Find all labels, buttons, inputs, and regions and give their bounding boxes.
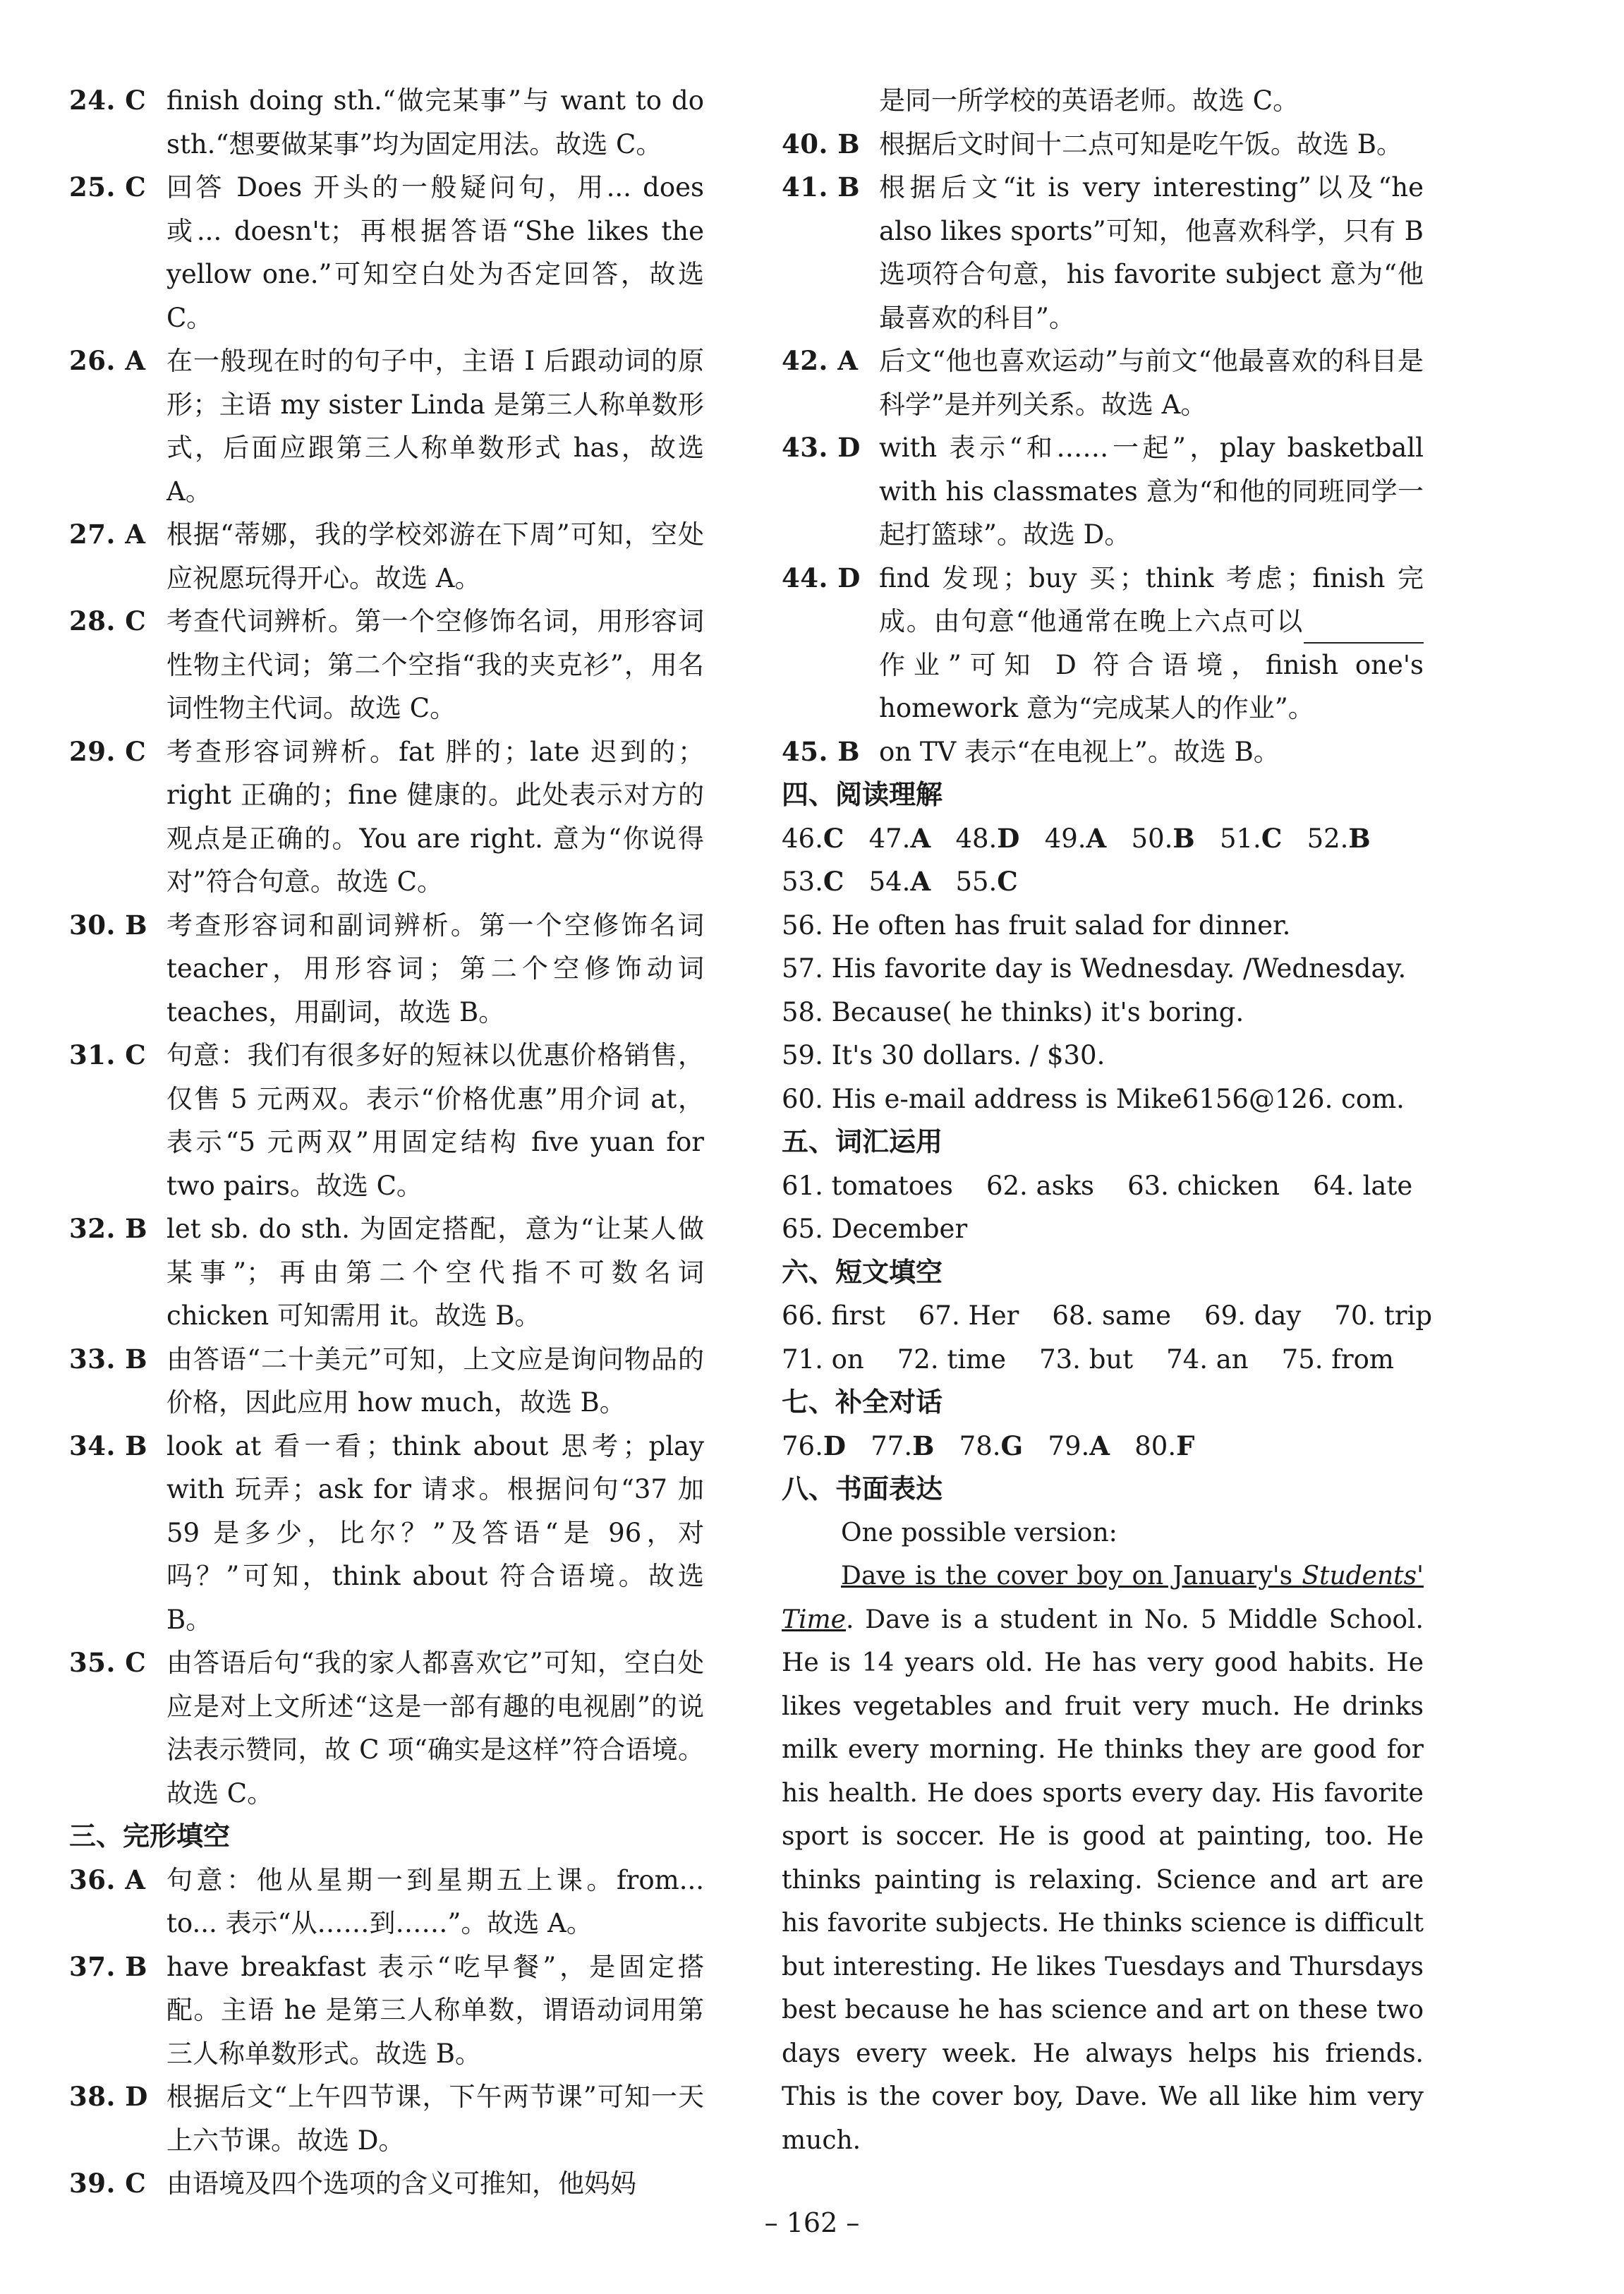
answer-explanation: 回答 Does 开头的一般疑问句，用... does 或... doesn't；再根据答语“She likes the yellow one.”可知空白处为否定回答，故选 C。 xyxy=(166,172,704,333)
answer-explanation: 在一般现在时的句子中，主语 I 后跟动词的原形；主语 my sister Linda 是第三人称单数形式，后面应跟第三人称单数形式 has，故选 A。 xyxy=(166,346,704,507)
choice-answer xyxy=(782,1431,846,1461)
answer-item xyxy=(782,557,1424,730)
answer-item xyxy=(69,1207,704,1338)
answer-letter: A xyxy=(1086,822,1107,854)
answer-letter: F xyxy=(1176,1430,1195,1461)
essay-body: . Dave is a student in No. 5 Middle School. He is 14 years old. He has very good habits. He likes vegetables and fruit very much. He drinks milk every morning. He thinks they are good for his health. He does sports every day. His favorite sport is soccer. He is good at painting, too. He thinks painting is relaxing. Science and art are his favorite subjects. He thinks science is difficult but interesting. He likes Tuesdays and Thursdays best because he has science and art on these two days every week. He always helps his friends. This is the cover boy, Dave. We all like him very much. xyxy=(782,1605,1424,2155)
reading-answers-row xyxy=(782,817,1424,861)
answer-number: 27. A xyxy=(69,519,146,550)
answer-letter: B xyxy=(1348,822,1371,854)
answer-item xyxy=(69,513,704,600)
answer-number: 44. D xyxy=(782,562,861,593)
choice-answer xyxy=(871,1431,934,1461)
essay-text xyxy=(782,1555,1424,2162)
explanation-part-b: 作业”可知 D 符合语境，finish one's homework 意为“完成某人的作业”。 xyxy=(879,649,1424,723)
answer-explanation: 句意：他从星期一到星期五上课。from... to... 表示“从……到……”。故选 A。 xyxy=(166,1864,704,1938)
answer-number: 24. C xyxy=(69,85,147,116)
answer-item xyxy=(782,166,1424,339)
answer-explanation: 句意：我们有很多好的短袜以优惠价格销售，仅售 5 元两双。表示“价格优惠”用介词 at，表示“5 元两双”用固定结构 five yuan for two pairs。故选 C。 xyxy=(166,1040,704,1201)
choice-answer xyxy=(869,823,931,854)
question-number: 51. xyxy=(1219,823,1261,854)
answer-number: 35. C xyxy=(69,1647,147,1678)
question-number: 77. xyxy=(871,1430,913,1461)
answer-explanation: on TV 表示“在电视上”。故选 B。 xyxy=(879,736,1280,767)
reading-sentence-answers xyxy=(782,904,1424,1121)
left-column xyxy=(69,79,704,2206)
answer-letter: B xyxy=(1172,822,1195,854)
sentence-answer: 59. It's 30 dollars. / $30. xyxy=(782,1040,1105,1070)
answer-number: 26. A xyxy=(69,345,146,376)
answer-number: 39. C xyxy=(69,2168,147,2199)
choice-answer xyxy=(955,823,1019,854)
answer-number: 43. D xyxy=(782,432,861,463)
passage-fill-answers-row: 71. on 72. time 73. but 74. an 75. from xyxy=(782,1344,1395,1375)
answer-number: 38. D xyxy=(69,2081,148,2112)
answer-explanation xyxy=(879,557,1424,730)
answer-letter: C xyxy=(1261,822,1283,854)
answer-explanation: 根据后文“上午四节课，下午两节课”可知一天上六节课。故选 D。 xyxy=(166,2082,704,2156)
right-column xyxy=(782,79,1433,2162)
answer-letter: C xyxy=(823,822,844,854)
continued-explanation: 是同一所学校的英语老师。故选 C。 xyxy=(879,85,1299,116)
answer-item xyxy=(69,1425,704,1642)
answer-number: 34. B xyxy=(69,1430,148,1461)
question-number: 52. xyxy=(1307,823,1349,854)
answer-number: 36. A xyxy=(69,1864,146,1895)
answer-item xyxy=(69,339,704,513)
section-heading-cloze: 三、完形填空 xyxy=(69,1821,231,1852)
question-number: 78. xyxy=(959,1430,1001,1461)
answer-explanation: 根据后文“it is very interesting”以及“he also likes sports”可知，他喜欢科学，只有 B 选项符合句意，his favorite subject 意为“他最喜欢的科目”。 xyxy=(879,172,1424,333)
choice-answer xyxy=(1134,1431,1194,1461)
answer-item xyxy=(69,1338,704,1425)
answer-explanation: have breakfast 表示“吃早餐”，是固定搭配。主语 he 是第三人称单数，谓语动词用第三人称单数形式。故选 B。 xyxy=(166,1951,704,2069)
answer-explanation: 由答语后句“我的家人都喜欢它”可知，空白处应是对上文所述“这是一部有趣的电视剧”的说法表示赞同，故 C 项“确实是这样”符合语境。故选 C。 xyxy=(166,1648,704,1809)
question-number: 47. xyxy=(868,823,911,854)
choice-answer xyxy=(1045,823,1107,854)
answer-explanation: finish doing sth.“做完某事”与 want to do sth.“想要做某事”均为固定用法。故选 C。 xyxy=(166,85,704,159)
essay-title-text: Dave is the cover boy on January's xyxy=(841,1562,1302,1590)
fill-in-blank xyxy=(1304,614,1424,644)
explanation-part-a: find 发现；buy 买；think 考虑；finish 完成。由句意“他通常在晚上六点可以 xyxy=(879,562,1424,636)
section-heading-writing: 八、书面表达 xyxy=(782,1473,943,1504)
choice-answer xyxy=(959,1431,1023,1461)
answer-item xyxy=(782,123,1424,167)
answer-item xyxy=(782,730,1424,774)
answer-list-left xyxy=(69,79,704,1815)
answer-item xyxy=(69,1641,704,1815)
reading-answers-row xyxy=(782,860,1424,904)
answer-letter: A xyxy=(910,866,931,897)
question-number: 76. xyxy=(782,1430,823,1461)
answer-item xyxy=(782,426,1424,557)
answer-number: 37. B xyxy=(69,1950,148,1982)
section-heading-passage-fill: 六、短文填空 xyxy=(782,1256,943,1288)
answer-list-cloze xyxy=(69,1859,704,2206)
answer-number: 45. B xyxy=(782,735,861,767)
answer-number: 32. B xyxy=(69,1213,148,1244)
essay-intro: One possible version: xyxy=(841,1518,1117,1547)
answer-letter: D xyxy=(823,1430,846,1461)
question-number: 55. xyxy=(955,867,998,897)
question-number: 79. xyxy=(1048,1430,1090,1461)
answer-letter: B xyxy=(912,1430,935,1461)
question-number: 53. xyxy=(782,867,823,897)
answer-explanation: 考查形容词和副词辨析。第一个空修饰名词 teacher，用形容词；第二个空修饰动词 teaches，用副词，故选 B。 xyxy=(166,910,704,1027)
answer-item xyxy=(69,2162,704,2206)
question-number: 50. xyxy=(1131,823,1173,854)
question-number: 54. xyxy=(868,867,911,897)
question-number: 80. xyxy=(1134,1430,1177,1461)
section-heading-reading: 四、阅读理解 xyxy=(782,779,943,810)
answer-item xyxy=(69,2075,704,2162)
dialogue-answers-row xyxy=(782,1425,1424,1468)
answer-item xyxy=(69,1034,704,1207)
choice-answer xyxy=(955,867,1017,897)
answer-number: 33. B xyxy=(69,1343,148,1375)
answer-number: 28. C xyxy=(69,605,147,636)
answer-letter: A xyxy=(910,822,931,854)
answer-explanation: 由答语“二十美元”可知，上文应是询问物品的价格，因此应用 how much，故选 B。 xyxy=(166,1344,704,1418)
section-heading-vocabulary: 五、词汇运用 xyxy=(782,1126,943,1157)
page-number: – 162 – xyxy=(764,2207,860,2238)
choice-answer xyxy=(1132,823,1195,854)
answer-explanation: 考查代词辨析。第一个空修饰名词，用形容词性物主代词；第二个空指“我的夹克衫”，用名词性物主代词。故选 C。 xyxy=(166,606,704,723)
answer-letter: A xyxy=(1089,1430,1110,1461)
choice-answer xyxy=(1220,823,1282,854)
sentence-answer: 57. His favorite day is Wednesday. /Wednesday. xyxy=(782,953,1407,984)
answer-number: 40. B xyxy=(782,128,861,159)
answer-item xyxy=(69,166,704,339)
question-number: 46. xyxy=(782,823,823,854)
answer-item xyxy=(69,1945,704,2076)
answer-number: 41. B xyxy=(782,171,861,203)
answer-explanation: look at 看一看；think about 思考；play with 玩弄；ask for 请求。根据问句“37 加 59 是多少，比尔？”及答语“是 96，对吗？”可知，think about 符合语境。故选 B。 xyxy=(166,1430,704,1635)
question-number: 48. xyxy=(955,823,998,854)
sentence-answer: 56. He often has fruit salad for dinner. xyxy=(782,910,1291,941)
answer-number: 30. B xyxy=(69,909,148,941)
essay-title-italic: Students' Time xyxy=(782,1562,1424,1634)
answer-explanation: 根据“蒂娜，我的学校郊游在下周”可知，空处应祝愿玩得开心。故选 A。 xyxy=(166,519,704,593)
answer-item xyxy=(69,1859,704,1945)
answer-item xyxy=(69,730,704,904)
answer-item xyxy=(69,79,704,166)
choice-answer xyxy=(782,867,844,897)
answer-explanation: with 表示“和……一起”，play basketball with his classmates 意为“和他的同班同学一起打篮球”。故选 D。 xyxy=(879,433,1424,550)
passage-fill-answers-row: 66. first 67. Her 68. same 69. day 70. trip xyxy=(782,1300,1433,1331)
choice-answer xyxy=(782,823,844,854)
answer-item xyxy=(69,904,704,1034)
answer-item xyxy=(69,600,704,730)
answer-number: 29. C xyxy=(69,735,147,767)
answer-explanation: 根据后文时间十二点可知是吃午饭。故选 B。 xyxy=(879,128,1402,159)
answer-letter: C xyxy=(823,866,844,897)
answer-number: 42. A xyxy=(782,345,859,376)
answer-number: 31. C xyxy=(69,1039,147,1070)
vocabulary-answers-row: 61. tomatoes 62. asks 63. chicken 64. late xyxy=(782,1170,1413,1201)
choice-answer xyxy=(1048,1431,1110,1461)
answer-letter: G xyxy=(1000,1430,1024,1461)
choice-answer xyxy=(869,867,931,897)
answer-item xyxy=(782,339,1424,426)
answer-letter: D xyxy=(997,822,1020,854)
vocabulary-answers-row: 65. December xyxy=(782,1214,968,1244)
question-number: 49. xyxy=(1044,823,1086,854)
answer-explanation: 后文“他也喜欢运动”与前文“他最喜欢的科目是科学”是并列关系。故选 A。 xyxy=(879,346,1424,420)
answer-letter: C xyxy=(997,866,1018,897)
answer-list-right xyxy=(782,123,1424,557)
section-heading-dialogue: 七、补全对话 xyxy=(782,1387,943,1418)
answer-explanation: 考查形容词辨析。fat 胖的；late 迟到的；right 正确的；fine 健康的。此处表示对方的观点是正确的。You are right. 意为“你说得对”符合句意。故选 C。 xyxy=(166,736,704,897)
answer-explanation: 由语境及四个选项的含义可推知，他妈妈 xyxy=(166,2168,636,2199)
choice-answer xyxy=(1307,823,1371,854)
sentence-answer: 60. His e-mail address is Mike6156@126. com. xyxy=(782,1083,1405,1114)
sentence-answer: 58. Because( he thinks) it's boring. xyxy=(782,996,1244,1027)
answer-explanation: let sb. do sth. 为固定搭配，意为“让某人做某事”；再由第二个空代指不可数名词 chicken 可知需用 it。故选 B。 xyxy=(166,1214,704,1331)
answer-number: 25. C xyxy=(69,171,147,203)
